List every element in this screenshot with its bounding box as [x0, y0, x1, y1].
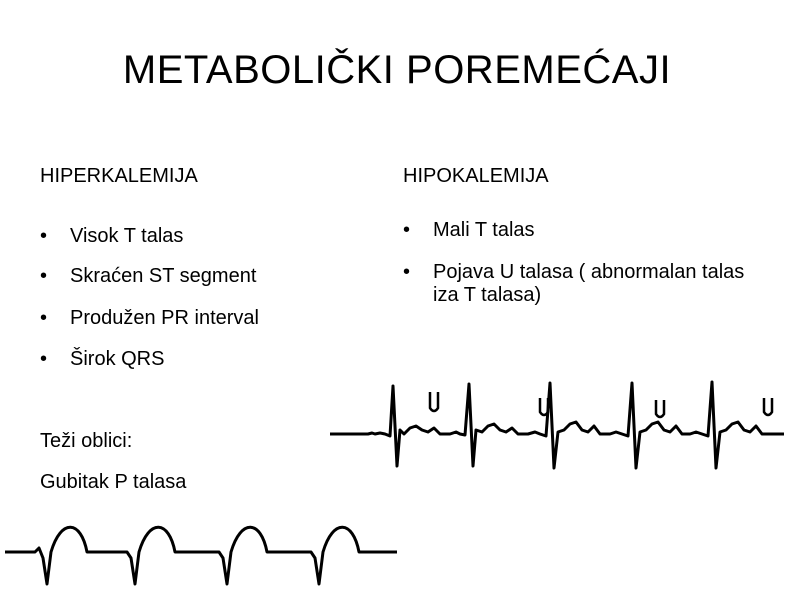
- list-item: [40, 225, 370, 248]
- hyperkalemia-heading: HIPERKALEMIJA: [40, 165, 198, 187]
- hypokalemia-ecg-strip-icon: [330, 378, 784, 478]
- bullet-text: Produžen PR interval: [70, 307, 259, 329]
- bullet-icon: •: [40, 225, 48, 247]
- bullet-icon: •: [40, 307, 48, 329]
- list-item: [40, 265, 370, 288]
- bullet-icon: •: [403, 261, 411, 283]
- list-item: [403, 261, 773, 307]
- bullet-text: Širok QRS: [70, 348, 165, 370]
- list-item: [40, 348, 370, 371]
- slide-title: METABOLIČKI POREMEĆAJI: [122, 48, 672, 92]
- list-item: [40, 307, 370, 330]
- bullet-icon: •: [40, 265, 48, 287]
- bullet-text: Pojava U talasa ( abnormalan talas iza T talasa): [433, 261, 745, 306]
- severe-forms-item: Gubitak P talasa: [40, 471, 187, 493]
- severe-forms-label: Teži oblici:: [40, 430, 133, 452]
- bullet-text: Visok T talas: [70, 225, 184, 247]
- list-item: [403, 219, 773, 242]
- bullet-icon: •: [40, 348, 48, 370]
- bullet-icon: •: [403, 219, 411, 241]
- bullet-text: Mali T talas: [433, 219, 535, 241]
- hypokalemia-heading: HIPOKALEMIJA: [403, 165, 549, 187]
- hyperkalemia-ecg-strip-icon: [5, 518, 397, 590]
- bullet-text: Skraćen ST segment: [70, 265, 257, 287]
